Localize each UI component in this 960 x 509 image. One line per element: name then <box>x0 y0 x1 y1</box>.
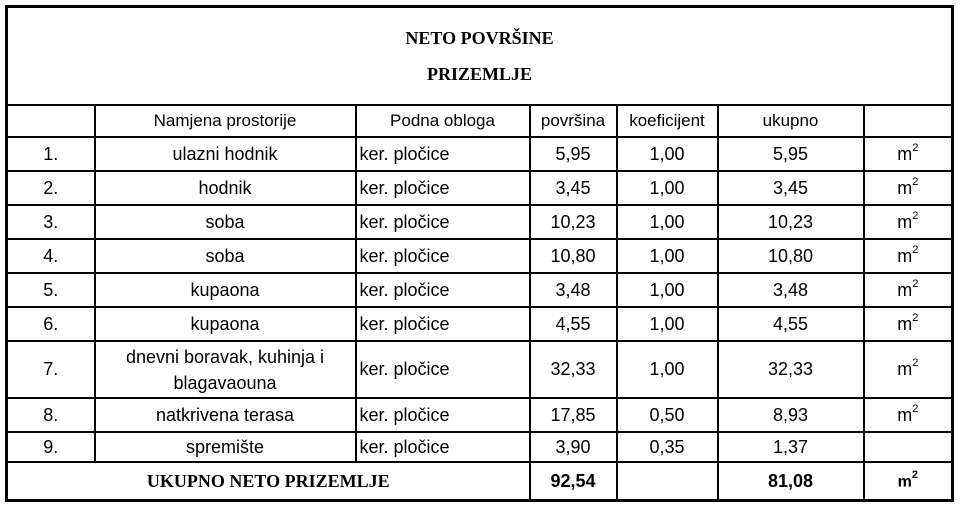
row-total: 4,55 <box>718 307 864 341</box>
unit-exponent: 2 <box>912 141 919 154</box>
row-area: 5,95 <box>530 137 617 171</box>
row-unit <box>864 307 953 341</box>
row-floor: ker. pločice <box>356 432 530 462</box>
row-num: 9. <box>7 432 95 462</box>
table-row <box>7 273 953 307</box>
row-unit <box>864 205 953 239</box>
row-name: ulazni hodnik <box>95 137 356 171</box>
unit-exponent: 2 <box>912 277 919 290</box>
summary-coef <box>617 462 718 501</box>
row-coef: 1,00 <box>617 205 718 239</box>
row-floor: ker. pločice <box>356 398 530 432</box>
table-row <box>7 398 953 432</box>
row-floor: ker. pločice <box>356 273 530 307</box>
row-area: 10,23 <box>530 205 617 239</box>
row-area: 3,45 <box>530 171 617 205</box>
row-name: dnevni boravak, kuhinja i blagavaouna <box>95 341 356 398</box>
unit-base: m <box>897 143 913 164</box>
row-coef: 1,00 <box>617 307 718 341</box>
unit-base: m <box>897 245 913 266</box>
row-unit <box>864 171 953 205</box>
row-num: 4. <box>7 239 95 273</box>
row-num: 2. <box>7 171 95 205</box>
row-area: 10,80 <box>530 239 617 273</box>
row-num: 8. <box>7 398 95 432</box>
summary-unit <box>864 462 953 501</box>
row-num: 1. <box>7 137 95 171</box>
table-row <box>7 432 953 462</box>
row-total: 10,23 <box>718 205 864 239</box>
title-line-2: PRIZEMLJE <box>427 64 533 84</box>
row-coef: 1,00 <box>617 273 718 307</box>
row-coef: 0,35 <box>617 432 718 462</box>
row-name: kupaona <box>95 273 356 307</box>
row-area: 4,55 <box>530 307 617 341</box>
row-num: 7. <box>7 341 95 398</box>
unit-base: m <box>897 279 913 300</box>
row-unit <box>864 137 953 171</box>
row-area: 3,90 <box>530 432 617 462</box>
row-unit <box>864 398 953 432</box>
row-num: 5. <box>7 273 95 307</box>
row-num: 3. <box>7 205 95 239</box>
header-total: ukupno <box>718 105 864 137</box>
row-area: 32,33 <box>530 341 617 398</box>
row-unit <box>864 239 953 273</box>
row-unit <box>864 273 953 307</box>
row-floor: ker. pločice <box>356 341 530 398</box>
table-row <box>7 205 953 239</box>
row-area: 3,48 <box>530 273 617 307</box>
table-row <box>7 137 953 171</box>
row-name: soba <box>95 239 356 273</box>
unit-exponent: 2 <box>912 175 919 188</box>
unit-exponent: 2 <box>911 468 918 481</box>
row-coef: 1,00 <box>617 137 718 171</box>
unit-exponent: 2 <box>912 311 919 324</box>
header-unit <box>864 105 953 137</box>
net-area-table <box>5 5 954 502</box>
unit-base: m <box>897 211 913 232</box>
table-row <box>7 239 953 273</box>
table-row <box>7 341 953 398</box>
row-coef: 1,00 <box>617 239 718 273</box>
row-floor: ker. pločice <box>356 239 530 273</box>
row-coef: 1,00 <box>617 171 718 205</box>
row-name: kupaona <box>95 307 356 341</box>
summary-total: 81,08 <box>718 462 864 501</box>
title-line-1: NETO POVRŠINE <box>405 28 554 48</box>
row-total: 8,93 <box>718 398 864 432</box>
row-name: hodnik <box>95 171 356 205</box>
row-total: 1,37 <box>718 432 864 462</box>
unit-base: m <box>897 473 912 491</box>
header-row <box>7 105 953 137</box>
unit-base: m <box>897 404 913 425</box>
header-floor: Podna obloga <box>356 105 530 137</box>
row-floor: ker. pločice <box>356 171 530 205</box>
unit-exponent: 2 <box>912 243 919 256</box>
summary-label: UKUPNO NETO PRIZEMLJE <box>7 462 530 501</box>
row-total: 3,45 <box>718 171 864 205</box>
row-floor: ker. pločice <box>356 205 530 239</box>
row-total: 3,48 <box>718 273 864 307</box>
unit-exponent: 2 <box>912 402 919 415</box>
row-total: 32,33 <box>718 341 864 398</box>
table-title <box>7 7 953 106</box>
row-total: 10,80 <box>718 239 864 273</box>
row-name: soba <box>95 205 356 239</box>
unit-base: m <box>897 313 913 334</box>
row-name: spremište <box>95 432 356 462</box>
row-floor: ker. pločice <box>356 137 530 171</box>
unit-base: m <box>897 177 913 198</box>
header-num <box>7 105 95 137</box>
header-name: Namjena prostorije <box>95 105 356 137</box>
row-coef: 0,50 <box>617 398 718 432</box>
row-area: 17,85 <box>530 398 617 432</box>
unit-exponent: 2 <box>912 357 919 369</box>
row-coef: 1,00 <box>617 341 718 398</box>
summary-row <box>7 462 953 501</box>
header-area: površina <box>530 105 617 137</box>
row-name: natkrivena terasa <box>95 398 356 432</box>
table-row <box>7 307 953 341</box>
row-num: 6. <box>7 307 95 341</box>
row-floor: ker. pločice <box>356 307 530 341</box>
table-row <box>7 171 953 205</box>
unit-base: m <box>897 359 913 379</box>
row-unit <box>864 341 953 398</box>
summary-area: 92,54 <box>530 462 617 501</box>
row-unit <box>864 432 953 462</box>
row-total: 5,95 <box>718 137 864 171</box>
header-coef: koeficijent <box>617 105 718 137</box>
unit-exponent: 2 <box>912 209 919 222</box>
